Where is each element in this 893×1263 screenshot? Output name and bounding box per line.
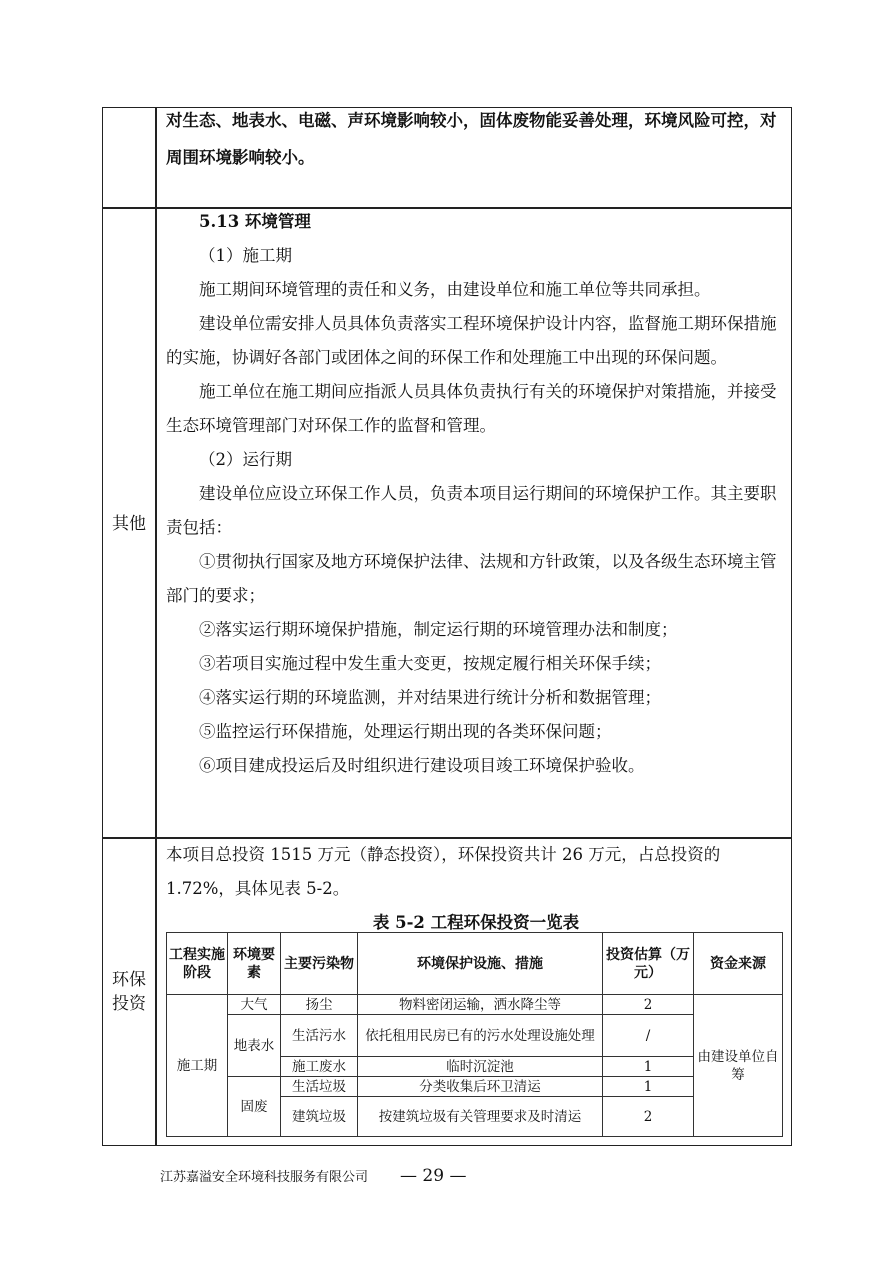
table-cell: 施工废水 [281,1057,358,1077]
table-cell: 大气 [228,995,281,1015]
section-heading: 5.13 环境管理 [199,212,311,231]
table-cell: 依托租用民房已有的污水处理设施处理 [358,1015,603,1057]
label-invest [102,968,156,1016]
list-item: ④落实运行期的环境监测，并对结果进行统计分析和数据管理； [199,688,661,707]
header-cell: 主要污染物 [281,933,358,995]
header-cell: 资金来源 [694,933,783,995]
table-cell: 1 [603,1057,694,1077]
table-cell: 生活污水 [281,1015,358,1057]
list-item: ③若项目实施过程中发生重大变更，按规定履行相关环保手续； [199,654,661,673]
table-cell: 1 [603,1077,694,1097]
list-item: ①贯彻执行国家及地方环境保护法律、法规和方针政策，以及各级生态环境主管部门的要求； [166,552,777,605]
table-header-row [167,933,783,995]
table-cell: 建筑垃圾 [281,1097,358,1137]
header-cell: 投资估算（万元） [603,933,694,995]
paragraph-1: 施工期间环境管理的责任和义务，由建设单位和施工单位等共同承担。 [199,280,711,299]
section-other-content [166,205,786,783]
label-invest-text: 环保投资 [112,970,146,1014]
paragraph-2: 建设单位需安排人员具体负责落实工程环境保护设计内容，监督施工期环保措施的实施，协调好各部门或团体之间的环保工作和处理施工中出现的环保问题。 [166,314,777,367]
header-cell: 工程实施阶段 [167,933,228,995]
list-item: ⑤监控运行环保措施，处理运行期出现的各类环保问题； [199,722,612,741]
header-cell: 环境要素 [228,933,281,995]
paragraph-3: 施工单位在施工期间应指派人员具体负责执行有关的环境保护对策措施，并接受生态环境管理部门对环保工作的监督和管理。 [166,382,777,435]
table-row [167,995,783,1015]
invest-paragraph: 本项目总投资 1515 万元（静态投资），环保投资共计 26 万元，占总投资的 1.72%，具体见表 5-2。 [166,845,721,898]
table-row [167,1015,783,1057]
table-cell: 分类收集后环卫清运 [358,1077,603,1097]
list-item: ⑥项目建成投运后及时组织进行建设项目竣工环境保护验收。 [199,756,645,775]
continued-text: 对生态、地表水、电磁、声环境影响较小，固体废物能妥善处理，环境风险可控，对周围环境影响较小。 [166,111,777,167]
table-cell: 按建筑垃圾有关管理要求及时清运 [358,1097,603,1137]
table-cell: 2 [603,995,694,1015]
table-cell: 扬尘 [281,995,358,1015]
header-cell: 环境保护设施、措施 [358,933,603,995]
paragraph-4: 建设单位应设立环保工作人员，负责本项目运行期间的环境保护工作。其主要职责包括： [166,484,777,537]
table-cell: 2 [603,1097,694,1137]
stage-cell: 施工期 [167,995,228,1137]
table-cell: 固废 [228,1077,281,1137]
table-cell: 生活垃圾 [281,1077,358,1097]
table-cell: / [603,1015,694,1057]
table-row [167,1077,783,1097]
table-cell: 临时沉淀池 [358,1057,603,1077]
table-cell: 地表水 [228,1015,281,1077]
list-item: ②落实运行期环境保护措施，制定运行期的环境管理办法和制度； [199,620,678,639]
subheading-construction: （1）施工期 [199,246,292,265]
table-title: 表 5-2 工程环保投资一览表 [372,913,580,932]
label-other: 其他 [112,514,146,534]
funding-cell: 由建设单位自筹 [694,995,783,1137]
page-number: — 29 — [400,1166,467,1186]
investment-table [166,932,783,1137]
table-cell: 物料密闭运输，洒水降尘等 [358,995,603,1015]
subheading-operation: （2）运行期 [199,450,292,469]
footer-company: 江苏嘉溢安全环境科技服务有限公司 [160,1170,369,1185]
